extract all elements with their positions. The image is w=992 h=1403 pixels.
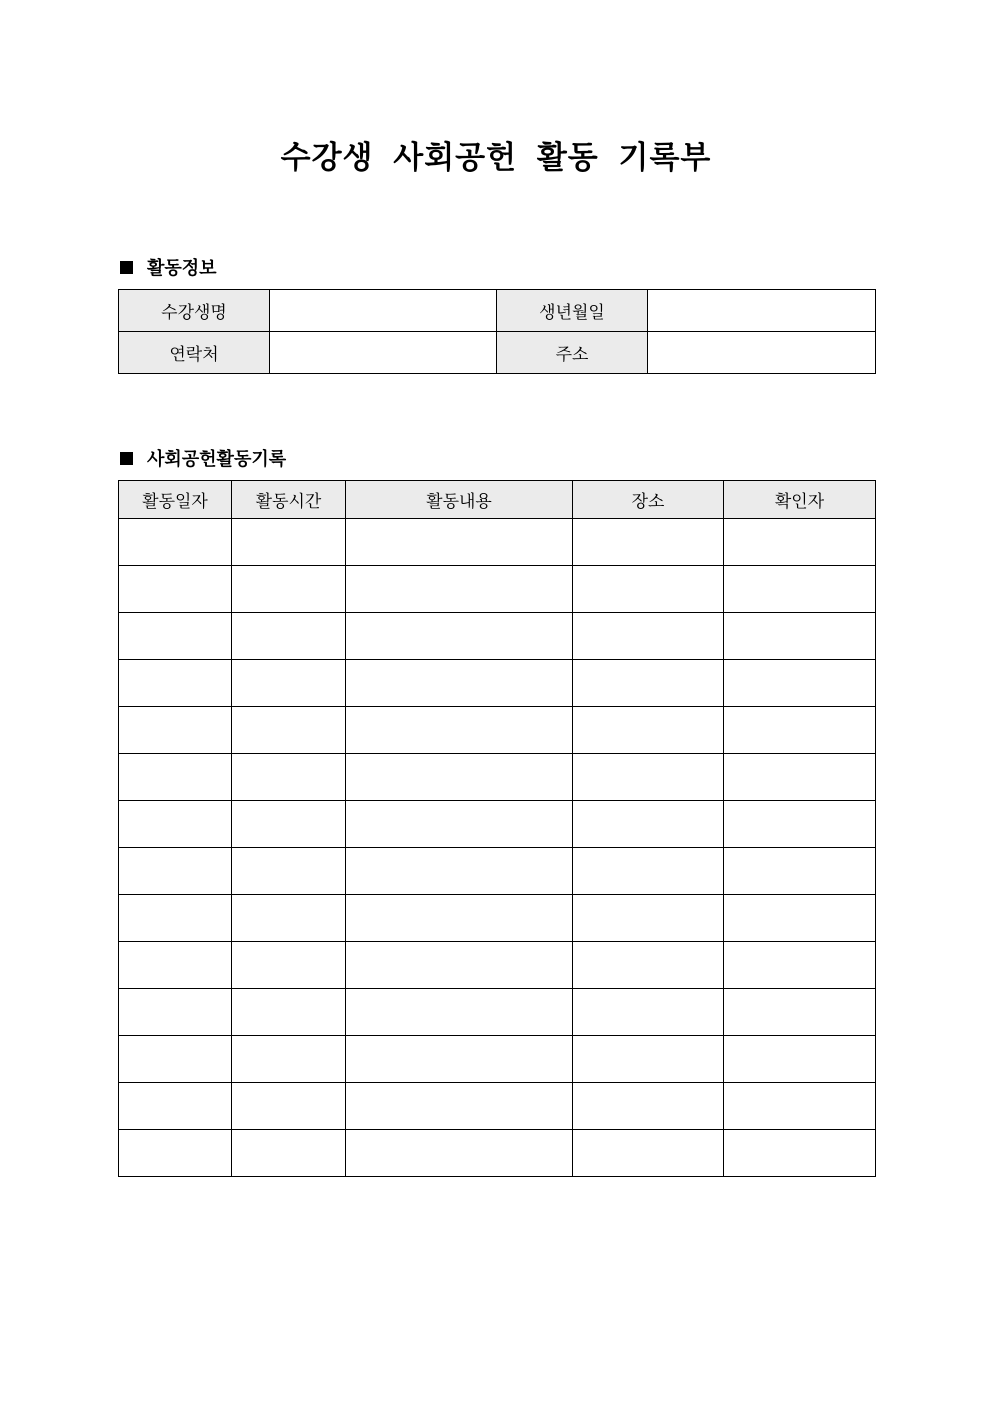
info-row-2: [119, 332, 876, 374]
verifier-cell[interactable]: [724, 942, 876, 989]
table-row: [119, 1083, 876, 1130]
date-cell[interactable]: [119, 566, 232, 613]
place-cell[interactable]: [573, 754, 724, 801]
content-cell[interactable]: [346, 989, 573, 1036]
verifier-cell[interactable]: [724, 566, 876, 613]
date-cell[interactable]: [119, 1083, 232, 1130]
date-cell[interactable]: [119, 801, 232, 848]
date-cell[interactable]: [119, 942, 232, 989]
date-cell[interactable]: [119, 754, 232, 801]
content-cell[interactable]: [346, 754, 573, 801]
table-row: [119, 660, 876, 707]
table-row: [119, 848, 876, 895]
place-cell[interactable]: [573, 519, 724, 566]
time-cell[interactable]: [232, 660, 346, 707]
place-cell[interactable]: [573, 895, 724, 942]
activity-record-table: [118, 480, 876, 1177]
time-cell[interactable]: [232, 519, 346, 566]
verifier-cell[interactable]: [724, 1130, 876, 1177]
verifier-cell[interactable]: [724, 848, 876, 895]
student-name-field[interactable]: [270, 290, 497, 332]
table-row: [119, 895, 876, 942]
contact-field[interactable]: [270, 332, 497, 374]
place-cell[interactable]: [573, 1036, 724, 1083]
birthdate-label: 생년월일: [497, 290, 648, 332]
record-body: [119, 519, 876, 1177]
date-cell[interactable]: [119, 1130, 232, 1177]
page-title: 수강생 사회공헌 활동 기록부: [280, 140, 712, 176]
time-cell[interactable]: [232, 566, 346, 613]
place-cell[interactable]: [573, 660, 724, 707]
time-cell[interactable]: [232, 989, 346, 1036]
content-cell[interactable]: [346, 566, 573, 613]
table-row: [119, 1036, 876, 1083]
place-cell[interactable]: [573, 566, 724, 613]
verifier-cell[interactable]: [724, 989, 876, 1036]
table-row: [119, 801, 876, 848]
time-cell[interactable]: [232, 1083, 346, 1130]
place-cell[interactable]: [573, 801, 724, 848]
address-field[interactable]: [648, 332, 876, 374]
table-row: [119, 519, 876, 566]
place-cell[interactable]: [573, 1130, 724, 1177]
content-cell[interactable]: [346, 1036, 573, 1083]
content-cell[interactable]: [346, 660, 573, 707]
table-row: [119, 566, 876, 613]
content-cell[interactable]: [346, 519, 573, 566]
square-bullet-icon: [120, 261, 133, 274]
verifier-cell[interactable]: [724, 895, 876, 942]
table-row: [119, 1130, 876, 1177]
date-cell[interactable]: [119, 895, 232, 942]
verifier-cell[interactable]: [724, 754, 876, 801]
address-label: 주소: [497, 332, 648, 374]
content-cell[interactable]: [346, 1130, 573, 1177]
verifier-cell[interactable]: [724, 801, 876, 848]
student-name-label: 수강생명: [119, 290, 270, 332]
birthdate-field[interactable]: [648, 290, 876, 332]
column-header-content: 활동내용: [346, 481, 573, 519]
column-header-place: 장소: [573, 481, 724, 519]
contact-label: 연락처: [119, 332, 270, 374]
verifier-cell[interactable]: [724, 707, 876, 754]
time-cell[interactable]: [232, 895, 346, 942]
date-cell[interactable]: [119, 707, 232, 754]
time-cell[interactable]: [232, 942, 346, 989]
activity-info-heading-text: 활동정보: [147, 258, 217, 279]
place-cell[interactable]: [573, 1083, 724, 1130]
time-cell[interactable]: [232, 1036, 346, 1083]
date-cell[interactable]: [119, 989, 232, 1036]
date-cell[interactable]: [119, 519, 232, 566]
table-row: [119, 942, 876, 989]
place-cell[interactable]: [573, 989, 724, 1036]
records-heading: [118, 445, 286, 471]
content-cell[interactable]: [346, 848, 573, 895]
date-cell[interactable]: [119, 660, 232, 707]
records-heading-text: 사회공헌활동기록: [147, 449, 287, 470]
content-cell[interactable]: [346, 942, 573, 989]
date-cell[interactable]: [119, 848, 232, 895]
place-cell[interactable]: [573, 942, 724, 989]
time-cell[interactable]: [232, 848, 346, 895]
verifier-cell[interactable]: [724, 1036, 876, 1083]
record-header-row: [119, 481, 876, 519]
time-cell[interactable]: [232, 613, 346, 660]
place-cell[interactable]: [573, 848, 724, 895]
table-row: [119, 989, 876, 1036]
table-row: [119, 613, 876, 660]
time-cell[interactable]: [232, 707, 346, 754]
activity-info-heading: [118, 254, 217, 280]
date-cell[interactable]: [119, 1036, 232, 1083]
content-cell[interactable]: [346, 707, 573, 754]
column-header-date: 활동일자: [119, 481, 232, 519]
table-row: [119, 707, 876, 754]
time-cell[interactable]: [232, 801, 346, 848]
info-row-1: [119, 290, 876, 332]
place-cell[interactable]: [573, 613, 724, 660]
verifier-cell[interactable]: [724, 660, 876, 707]
time-cell[interactable]: [232, 1130, 346, 1177]
time-cell[interactable]: [232, 754, 346, 801]
content-cell[interactable]: [346, 895, 573, 942]
column-header-verifier: 확인자: [724, 481, 876, 519]
table-row: [119, 754, 876, 801]
verifier-cell[interactable]: [724, 613, 876, 660]
content-cell[interactable]: [346, 801, 573, 848]
content-cell[interactable]: [346, 613, 573, 660]
activity-info-table: [118, 289, 876, 374]
column-header-time: 활동시간: [232, 481, 346, 519]
verifier-cell[interactable]: [724, 519, 876, 566]
place-cell[interactable]: [573, 707, 724, 754]
date-cell[interactable]: [119, 613, 232, 660]
verifier-cell[interactable]: [724, 1083, 876, 1130]
square-bullet-icon: [120, 452, 133, 465]
content-cell[interactable]: [346, 1083, 573, 1130]
